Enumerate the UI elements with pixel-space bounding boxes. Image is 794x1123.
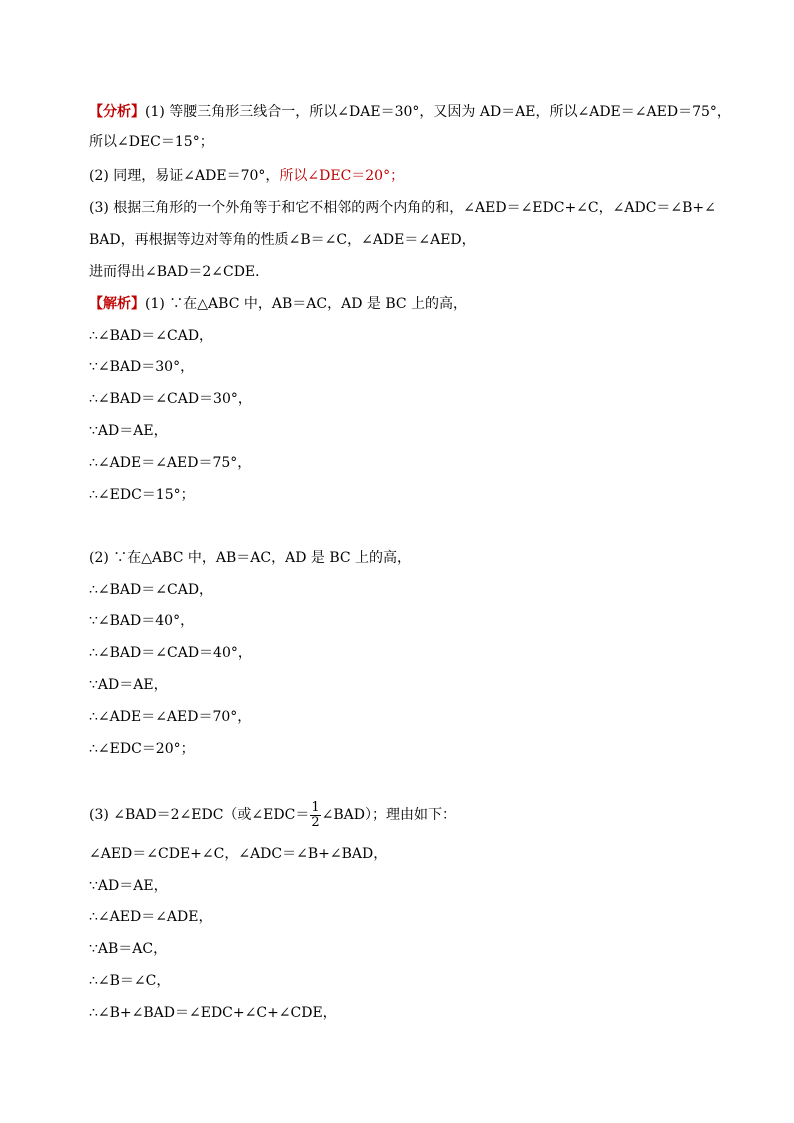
- solution-part2-line0: (2) ∵在△ABC 中，AB＝AC，AD 是 BC 上的高，: [89, 550, 412, 566]
- solution-part1-line1: ∴∠BAD＝∠CAD，: [89, 328, 214, 344]
- solution-part1-line4: ∵AD＝AE，: [89, 423, 168, 439]
- analysis-part3-line1: (3) 根据三角形的一个外角等于和它不相邻的两个内角的和，∠AED＝∠EDC+∠C，∠ADC＝∠B+∠: [89, 200, 716, 216]
- analysis-part1-text: (1) 等腰三角形三线合一，所以∠DAE＝30°，又因为 AD＝AE，所以∠ADE＝∠AED＝75°，: [145, 104, 731, 120]
- analysis-part2-text-b: 所以∠DEC＝20°；: [279, 168, 405, 184]
- analysis-part3-line3: 进而得出∠BAD＝2∠CDE．: [89, 264, 270, 280]
- fraction-denominator: 2: [311, 814, 320, 830]
- fraction-numerator: 1: [311, 799, 320, 815]
- solution-part1-line3: ∴∠BAD＝∠CAD＝30°，: [89, 391, 252, 407]
- analysis-part2-line: [89, 167, 404, 185]
- solution-part3-text-b: ∠BAD）；理由如下：: [321, 807, 456, 823]
- one-half-fraction: [310, 801, 320, 830]
- solution-part2-line6: ∴∠EDC＝20°；: [89, 741, 195, 757]
- solution-part3-line0: [89, 800, 456, 830]
- analysis-part2-text-a: (2) 同理，易证∠ADE＝70°，: [89, 168, 280, 184]
- analysis-label: 【分析】: [89, 104, 145, 120]
- solution-part1-line0: [89, 295, 467, 313]
- analysis-part1-line1: [89, 103, 731, 121]
- solution-part3-line1: ∠AED＝∠CDE+∠C，∠ADC＝∠B+∠BAD，: [89, 846, 388, 862]
- solution-part2-line2: ∵∠BAD＝40°，: [89, 613, 195, 629]
- solution-part3-text-a: (3) ∠BAD＝2∠EDC（或∠EDC＝: [89, 807, 310, 823]
- solution-part3-line6: ∴∠B+∠BAD＝∠EDC+∠C+∠CDE，: [89, 1005, 337, 1021]
- solution-part3-line4: ∵AB＝AC，: [89, 941, 168, 957]
- solution-label: 【解析】: [89, 296, 145, 312]
- solution-part2-line3: ∴∠BAD＝∠CAD＝40°，: [89, 645, 252, 661]
- solution-part1-first-text: (1) ∵在△ABC 中，AB＝AC，AD 是 BC 上的高，: [145, 296, 468, 312]
- solution-part1-line2: ∵∠BAD＝30°，: [89, 359, 195, 375]
- solution-part3-line2: ∵AD＝AE，: [89, 878, 168, 894]
- analysis-part3-line2: BAD，再根据等边对等角的性质∠B＝∠C，∠ADE＝∠AED，: [89, 232, 476, 248]
- solution-part1-line5: ∴∠ADE＝∠AED＝75°，: [89, 455, 252, 471]
- solution-part3-line3: ∴∠AED＝∠ADE，: [89, 909, 213, 925]
- solution-part2-line5: ∴∠ADE＝∠AED＝70°，: [89, 709, 252, 725]
- analysis-part1-line2: 所以∠DEC＝15°；: [89, 134, 214, 150]
- solution-part1-line6: ∴∠EDC＝15°；: [89, 487, 195, 503]
- solution-part2-line4: ∵AD＝AE，: [89, 677, 168, 693]
- solution-part3-line5: ∴∠B＝∠C，: [89, 973, 171, 989]
- solution-part2-line1: ∴∠BAD＝∠CAD，: [89, 582, 214, 598]
